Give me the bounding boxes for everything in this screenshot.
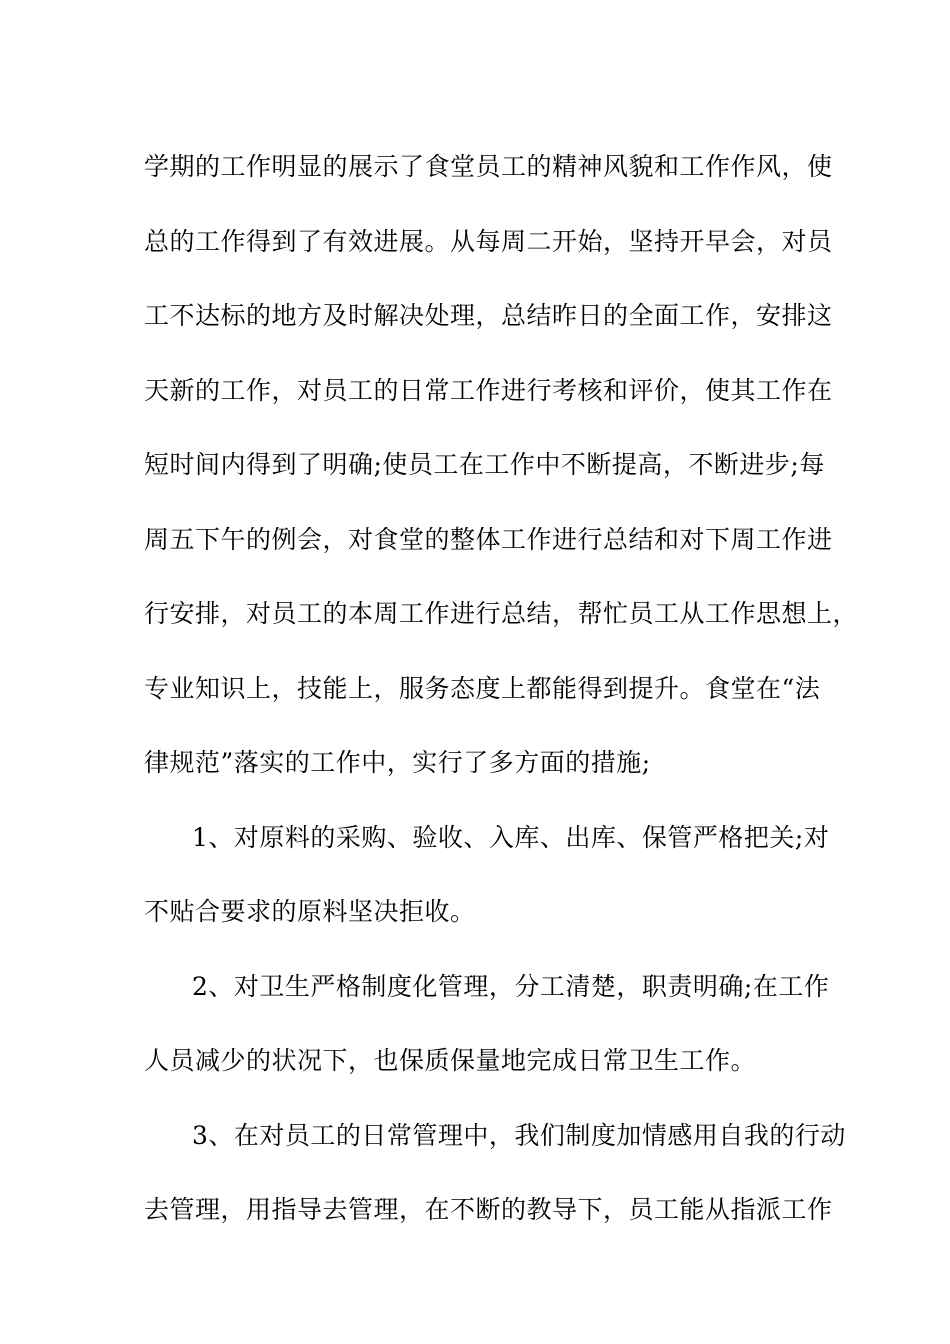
list-item-2-line-1: 2、对卫生严格制度化管理，分工清楚，职责明确;在工作 xyxy=(192,971,830,1001)
body-line: 周五下午的例会，对食堂的整体工作进行总结和对下周工作进 xyxy=(144,524,833,554)
body-line: 短时间内得到了明确;使员工在工作中不断提高，不断进步;每 xyxy=(144,450,825,479)
body-line: 律规范”落实的工作中，实行了多方面的措施; xyxy=(144,748,651,777)
list-item-3-line-2: 去管理，用指导去管理，在不断的教导下，员工能从指派工作 xyxy=(144,1195,833,1224)
list-item-3-line-1: 3、在对员工的日常管理中，我们制度加情感用自我的行动 xyxy=(192,1120,846,1150)
body-line: 行安排，对员工的本周工作进行总结，帮忙员工从工作思想上， xyxy=(144,599,859,628)
body-line: 总的工作得到了有效进展。从每周二开始，坚持开早会，对员 xyxy=(144,226,833,256)
list-item-2-line-2: 人员减少的状况下，也保质保量地完成日常卫生工作。 xyxy=(144,1046,757,1075)
list-item-1-line-1: 1、对原料的采购、验收、入库、出库、保管严格把关;对 xyxy=(192,822,830,852)
body-line: 天新的工作，对员工的日常工作进行考核和评价，使其工作在 xyxy=(144,375,833,405)
body-line: 专业知识上，技能上，服务态度上都能得到提升。食堂在“法 xyxy=(144,673,821,703)
body-line: 工不达标的地方及时解决处理，总结昨日的全面工作，安排这 xyxy=(144,301,833,330)
document-body xyxy=(144,130,859,1248)
body-line: 学期的工作明显的展示了食堂员工的精神风貌和工作作风，使 xyxy=(144,152,833,181)
list-item-1-line-2: 不贴合要求的原料坚决拒收。 xyxy=(144,897,476,926)
